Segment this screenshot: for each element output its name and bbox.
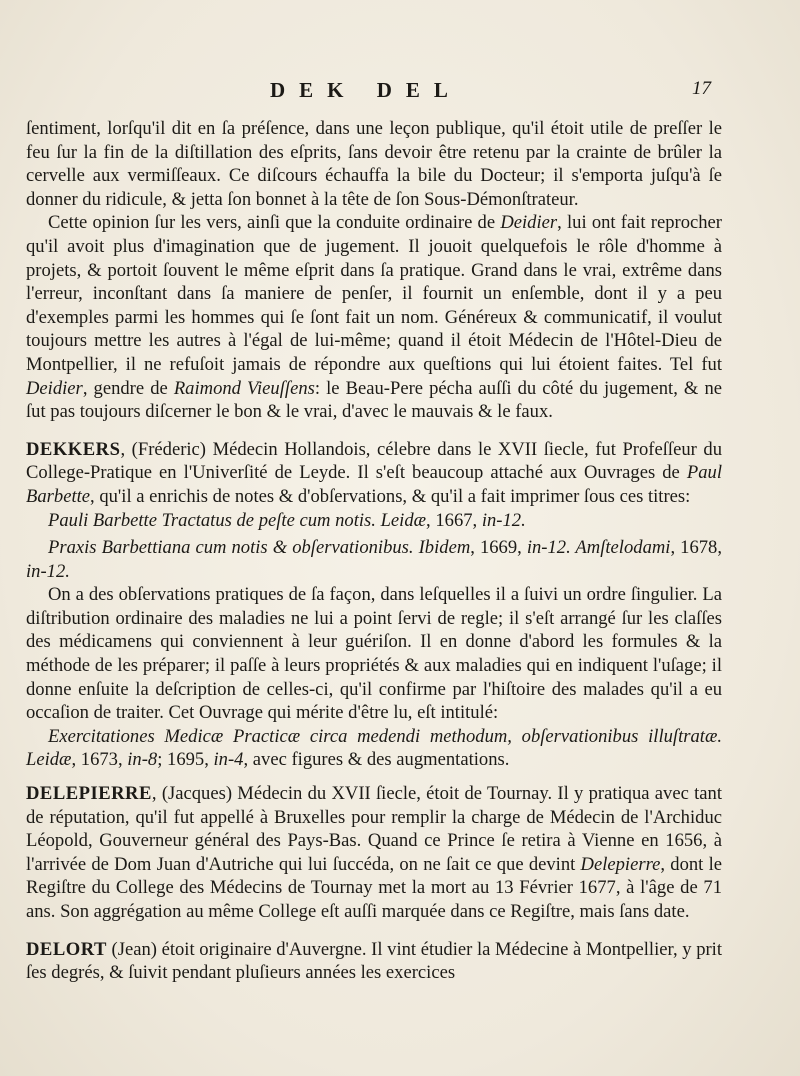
italic-text: Praxis Barbettiana cum notis & obſervationibus. Ibidem — [48, 537, 471, 559]
paragraph-p6 — [26, 583, 722, 725]
paragraph-p2 — [26, 211, 722, 423]
text-run: , lui ont fait reprocher qu'il avoit plus d'imagination que de jugement. Il jouoit quelquefois le rôle d'homme à projets, & portoit ſouvent le même eſprit dans ſa pratique. Grand dans le vrai, extrême dans l'erreur, inconſtant dans ſa maniere de penſer, il fournit un enſemble, dont il y a peu d'exemples parmi les hommes qui ſe ſont fait un nom. Généreux & communicatif, il voulut toujours mettre les autres à l'égal de lui-même; quand il étoit Médecin de l'Hôtel-Dieu de Montpellier, il ne refuſoit jamais de répondre aux queſtions qui lui étoient faites. Tel fut — [26, 212, 723, 375]
text-run: , (Fréderic) Médecin Hollandois, célebre dans le XVII ſiecle, fut Profeſſeur du College-Pratique en l'Univerſité de Leyde. Il s'eſt beaucoup attaché aux Ouvrages de — [26, 438, 722, 484]
text-run: , 1667, — [426, 509, 482, 531]
italic-text: Deidier — [500, 212, 558, 234]
entry-headword: DELEPIERRE — [26, 783, 152, 805]
paragraph-p5 — [26, 536, 722, 583]
italic-text: Paul Barbette — [26, 462, 722, 507]
text-run: Cette opinion ſur les vers, ainſi que la conduite ordinaire de — [48, 212, 501, 234]
text-run: ſentiment, lorſqu'il dit en ſa préſence, dans une leçon publique, qu'il étoit utile de preſſer le feu ſur la fin de la diſtillation des eſprits, ſans devoir être retenu par la crainte de brûler la cervelle aux vermiſſeaux. Ce diſcours échauffa la bile du Docteur; il s'emporta juſqu'à ſe donner du ridicule, & jetta ſon bonnet à la tête de ſon Sous-Démonſtrateur. — [26, 118, 722, 210]
text-run: , (Jacques) Médecin du XVII ſiecle, étoit de Tournay. Il y pratiqua avec tant de réputation, qu'il fut appellé à Bruxelles pour remplir la charge de Médecin de l'Archiduc Léopold, Gouverneur général des Pays-Bas. Quand ce Prince ſe retira à Vienne en 1656, à l'arrivée de Dom Juan d'Autriche qui lui ſuccéda, on ne ſait ce que devint — [26, 783, 722, 875]
body-text — [26, 117, 722, 985]
italic-text: Exercitationes Medicæ Practicæ circa medendi methodum, obſervationibus illuſtratæ. Leidæ — [26, 725, 722, 771]
italic-text: in-12. Amſtelodami — [526, 537, 671, 559]
running-head — [0, 78, 800, 104]
text-run: , avec figures & des augmentations. — [243, 749, 510, 771]
paragraph-p8 — [26, 782, 722, 924]
italic-text: in-4 — [213, 749, 244, 771]
entry-headword: DEKKERS — [26, 438, 121, 460]
italic-text: in-12. — [481, 509, 526, 531]
entry-headword: DELORT — [26, 938, 107, 960]
italic-text: Deidier — [26, 377, 83, 399]
italic-text: Delepierre — [580, 853, 661, 875]
italic-text: in-12. — [26, 560, 70, 582]
italic-text: in-8 — [127, 749, 158, 771]
text-run: , 1678, — [670, 537, 722, 559]
text-run: On a des obſervations pratiques de ſa façon, dans leſquelles il a ſuivi un ordre ſingulier. La diſtribution ordinaire des maladies ne lui a point ſervi de regle; il s'eſt arrangé ſur les claſſes des médicamens qui conviennent à leur guériſon. Il en donne d'abord les formules & la méthode de les préparer; il paſſe à leurs propriétés & aux maladies qui en indiquent l'uſage; il donne enſuite la deſcription de celles-ci, qu'il confirme par l'hiſtoire des malades qu'il a eu occaſion de traiter. Cet Ouvrage qui mérite d'être lu, eſt intitulé: — [26, 584, 722, 724]
paragraph-p1 — [26, 117, 722, 211]
text-run: (Jean) étoit originaire d'Auvergne. Il vint étudier la Médecine à Montpellier, y prit ſes degrés, & ſuivit pendant pluſieurs années les exercices — [26, 938, 723, 984]
text-run: ; 1695, — [157, 749, 214, 771]
paragraph-p7 — [26, 725, 722, 772]
text-run: , 1669, — [470, 537, 527, 559]
paragraph-p4 — [26, 509, 722, 533]
text-run: : le Beau-Pere pécha auſſi du côté du jugement, & ne ſut pas toujours diſcerner le bon & le vrai, d'avec le mauvais & le faux. — [26, 377, 723, 423]
paragraph-p3 — [26, 438, 722, 509]
running-title: DEK DEL — [270, 78, 462, 102]
paragraph-p9 — [26, 938, 722, 985]
text-run: , 1673, — [71, 749, 128, 771]
text-run: , gendre de — [82, 377, 174, 399]
text-run: , qu'il a enrichis de notes & d'obſervations, & qu'il a fait imprimer ſous ces titres: — [90, 485, 691, 507]
italic-text: Raimond Vieuſſens — [173, 377, 315, 399]
italic-text: Pauli Barbette Tractatus de peſte cum notis. Leidæ — [48, 509, 427, 531]
page-number: 17 — [692, 78, 711, 99]
text-run: , dont le Regiſtre du College des Médecins de Tournay met la mort au 13 Février 1677, à l'âge de 71 ans. Son aggrégation au même College eſt auſſi marquée dans ce Regiſtre, mais ſans date. — [26, 853, 722, 922]
